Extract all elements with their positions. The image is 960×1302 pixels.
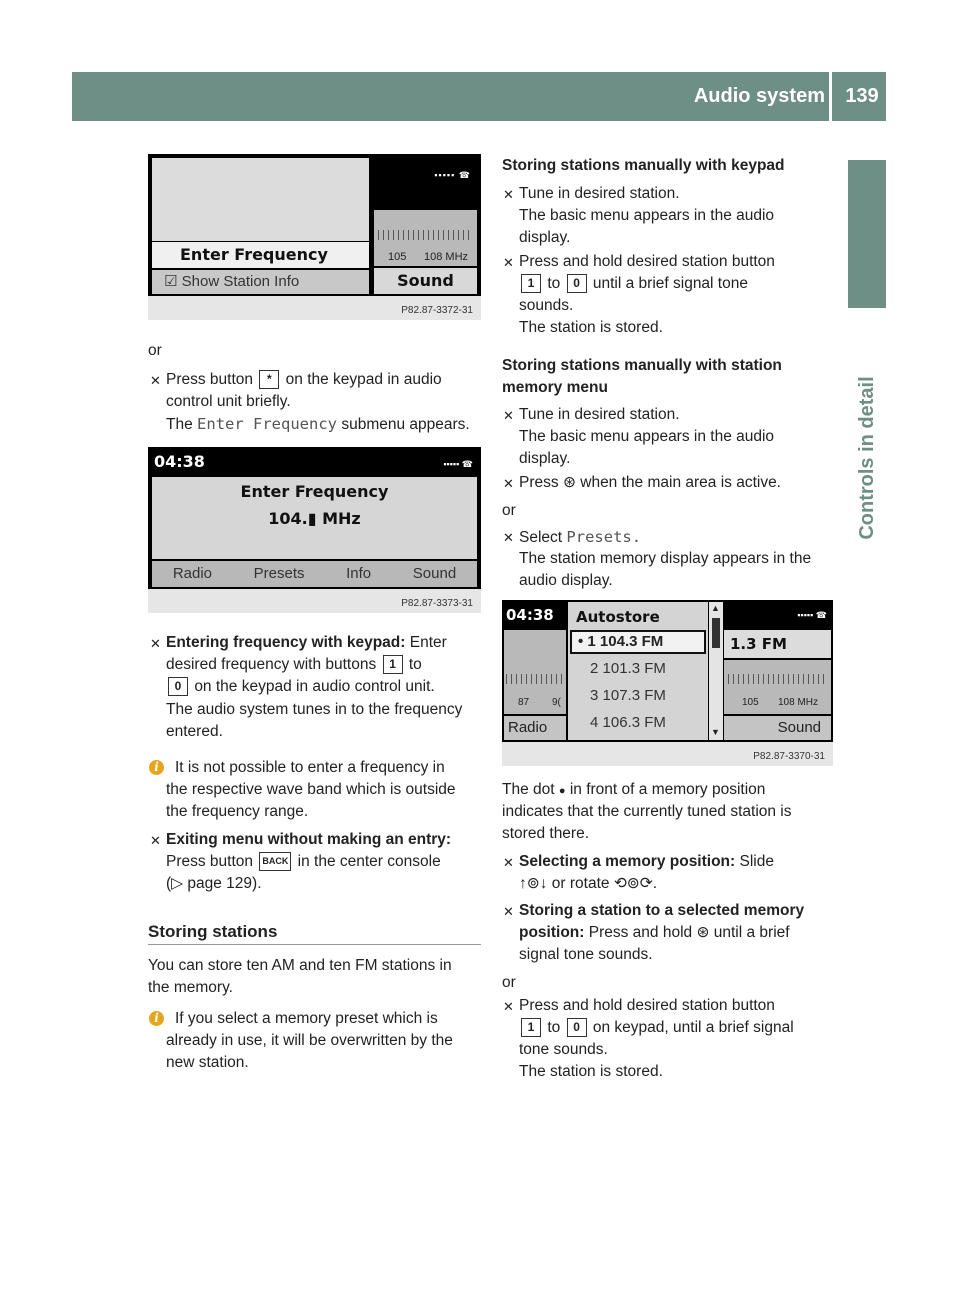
bullet-arrow-icon: ✕ — [503, 999, 514, 1014]
header-separator — [829, 72, 832, 121]
lcd-radio-label: Radio — [504, 716, 566, 740]
step-storing-station: Storing a station to a selected memory — [519, 902, 805, 919]
screenshot-enter-frequency-menu — [148, 154, 481, 320]
key-1-icon: 1 — [521, 274, 541, 293]
lcd-scale — [374, 210, 477, 266]
lcd-topbar — [148, 447, 481, 477]
step-line: position: Press and hold ⊛ until a brief — [519, 924, 790, 941]
step-line: display. — [519, 450, 571, 467]
side-tab — [848, 160, 886, 308]
info-icon: i — [149, 760, 164, 775]
info-line: It is not possible to enter a frequency in — [175, 759, 445, 776]
page-number: 139 — [845, 85, 879, 107]
info-line: If you select a memory preset which is — [175, 1010, 438, 1027]
step-line: audio display. — [519, 572, 613, 589]
paragraph-line: stored there. — [502, 825, 590, 842]
lcd-preset-list — [568, 602, 708, 740]
section-rule — [148, 944, 481, 945]
dot-icon: ● — [558, 785, 566, 797]
scale-label-left: 105 — [388, 251, 407, 263]
lcd-scale-left — [504, 630, 566, 714]
scale-label: 9( — [552, 697, 561, 708]
step-line: control unit briefly. — [166, 393, 291, 410]
bullet-arrow-icon: ✕ — [503, 904, 514, 919]
lcd-autostore: Autostore — [576, 608, 660, 626]
bullet-arrow-icon: ✕ — [150, 636, 161, 651]
lcd-main — [152, 477, 477, 559]
info-icon: i — [149, 1011, 164, 1026]
lcd-current-frequency: 1.3 FM — [724, 630, 831, 658]
scale-label: 105 — [742, 697, 759, 708]
or-text: or — [148, 342, 162, 359]
step-line: The station is stored. — [519, 319, 663, 336]
bullet-arrow-icon: ✕ — [150, 373, 161, 388]
step-line: desired frequency with buttons 1 to — [166, 656, 422, 673]
figure-code: P82.87-3372-31 — [401, 305, 473, 316]
step-line: Tune in desired station. — [519, 406, 680, 423]
preset-item: 3 107.3 FM — [590, 687, 666, 704]
controller-press-icon: ⊛ — [562, 474, 576, 491]
key-1-icon: 1 — [383, 655, 403, 674]
lcd-scale-right — [724, 660, 831, 714]
lcd-checkbox-row — [152, 270, 369, 294]
bullet-arrow-icon: ✕ — [503, 855, 514, 870]
step-line: Press and hold desired station button — [519, 997, 775, 1014]
lcd-tabs — [152, 561, 477, 587]
preset-item-selected: • 1 104.3 FM — [570, 630, 706, 654]
info-line: new station. — [166, 1054, 249, 1071]
scroll-thumb — [712, 618, 720, 648]
bullet-arrow-icon: ✕ — [503, 476, 514, 491]
step-line: 1 to 0 until a brief signal tone — [519, 273, 839, 295]
lcd-frequency: 104.▮ MHz — [268, 509, 361, 528]
screenshot-station-memory — [502, 600, 833, 766]
step-line: 1 to 0 on keypad, until a brief signal — [519, 1017, 839, 1039]
scale-label: 87 — [518, 697, 530, 708]
lcd-tab-presets: Presets — [253, 565, 305, 582]
lcd-time: 04:38 — [506, 606, 554, 624]
step-line: The basic menu appears in the audio — [519, 428, 775, 445]
info-line: already in use, it will be overwritten by the — [166, 1032, 453, 1049]
or-text: or — [502, 502, 516, 519]
header-title: Audio system — [693, 85, 825, 107]
figure-code: P82.87-3373-31 — [401, 598, 473, 609]
bullet-arrow-icon: ✕ — [503, 408, 514, 423]
key-0-icon: 0 — [567, 274, 587, 293]
heading-memory-menu-line2: memory menu — [502, 379, 608, 396]
lcd-scrollbar — [709, 602, 723, 740]
lcd-blank-area — [152, 158, 369, 241]
figure-code: P82.87-3370-31 — [753, 751, 825, 762]
scale-ticks — [728, 674, 827, 684]
side-label: Controls in detail — [856, 376, 878, 540]
lcd-tab-sound: Sound — [412, 565, 457, 582]
phone-ready-icon: ▪▪▪▪▪ ☎ — [797, 610, 827, 620]
lcd-title: Enter Frequency — [240, 482, 389, 501]
phone-ready-icon: ▪▪▪▪▪ ☎ — [434, 170, 471, 180]
key-back-icon: BACK — [259, 852, 291, 871]
info-line: the frequency range. — [166, 803, 309, 820]
bullet-arrow-icon: ✕ — [503, 530, 514, 545]
preset-item: 4 106.3 FM — [590, 714, 666, 731]
step-line: The basic menu appears in the audio — [519, 207, 775, 224]
step-press-controller: Press ⊛ when the main area is active. — [519, 474, 781, 491]
scale-ticks — [378, 230, 473, 240]
lcd-checkbox-label: Show Station Info — [181, 273, 300, 290]
key-0-icon: 0 — [567, 1018, 587, 1037]
key-0-icon: 0 — [168, 677, 188, 696]
step-selecting-memory: Selecting a memory position: Slide — [519, 853, 774, 870]
step-line: The audio system tunes in to the frequency — [166, 701, 463, 718]
step-line-submenu: The Enter Frequency submenu appears. — [166, 415, 470, 433]
bullet-arrow-icon: ✕ — [503, 255, 514, 270]
lcd-tab-info: Info — [346, 565, 372, 582]
step-line: entered. — [166, 723, 223, 740]
page-reference: (▷ page 129). — [166, 875, 262, 892]
scroll-down-icon: ▼ — [711, 727, 720, 737]
key-1-icon: 1 — [521, 1018, 541, 1037]
info-line: the respective wave band which is outside — [166, 781, 456, 798]
step-line: Press and hold desired station button — [519, 253, 775, 270]
step-select-presets: Select Presets. — [519, 528, 642, 546]
step-line: tone sounds. — [519, 1041, 608, 1058]
step-line: signal tone sounds. — [519, 946, 653, 963]
lcd-sound-label: Sound — [724, 716, 831, 740]
lcd-menu-item: Enter Frequency — [152, 242, 369, 268]
step-line: display. — [519, 229, 571, 246]
step-line: sounds. — [519, 297, 574, 314]
heading-memory-menu: Storing stations manually with station — [502, 357, 782, 374]
paragraph-line: You can store ten AM and ten FM stations in — [148, 957, 452, 974]
lcd-time: 04:38 — [154, 452, 205, 471]
lcd-sound-label: Sound — [374, 268, 477, 294]
step-line: The station memory display appears in the — [519, 550, 812, 567]
section-title: Storing stations — [148, 922, 278, 941]
step-line: 0 on the keypad in audio control unit. — [166, 676, 486, 698]
lcd-status-ready — [374, 158, 477, 208]
lcd-tab-radio: Radio — [172, 565, 213, 582]
key-star-icon: * — [259, 370, 279, 389]
paragraph-line: indicates that the currently tuned station is — [502, 803, 792, 820]
screenshot-enter-frequency-submenu — [148, 447, 481, 613]
bullet-arrow-icon: ✕ — [150, 833, 161, 848]
paragraph-line: the memory. — [148, 979, 233, 996]
or-text: or — [502, 974, 516, 991]
bullet-arrow-icon: ✕ — [503, 187, 514, 202]
step-line: ↑⊚↓ or rotate ⟲⊚⟳. — [519, 875, 658, 892]
scroll-up-icon: ▲ — [711, 603, 720, 613]
preset-item: 2 101.3 FM — [590, 660, 666, 677]
step-line: Tune in desired station. — [519, 185, 680, 202]
step-exiting-menu: Exiting menu without making an entry: — [166, 831, 452, 848]
heading-keypad: Storing stations manually with keypad — [502, 157, 785, 174]
scale-ticks — [506, 674, 564, 684]
step-line: The station is stored. — [519, 1063, 663, 1080]
scale-label: 108 MHz — [778, 697, 819, 708]
step-line: Press button BACK in the center console — [166, 853, 441, 870]
step-press-star: Press button * on the keypad in audio — [166, 371, 442, 388]
step-entering-frequency: Entering frequency with keypad: Enter — [166, 634, 447, 651]
phone-ready-icon: ▪▪▪▪▪ ☎ — [443, 459, 473, 469]
scale-label-right: 108 MHz — [424, 251, 469, 263]
paragraph-dot: The dot ● in front of a memory position — [502, 781, 766, 798]
checkbox-icon: ☑ — [164, 273, 178, 290]
